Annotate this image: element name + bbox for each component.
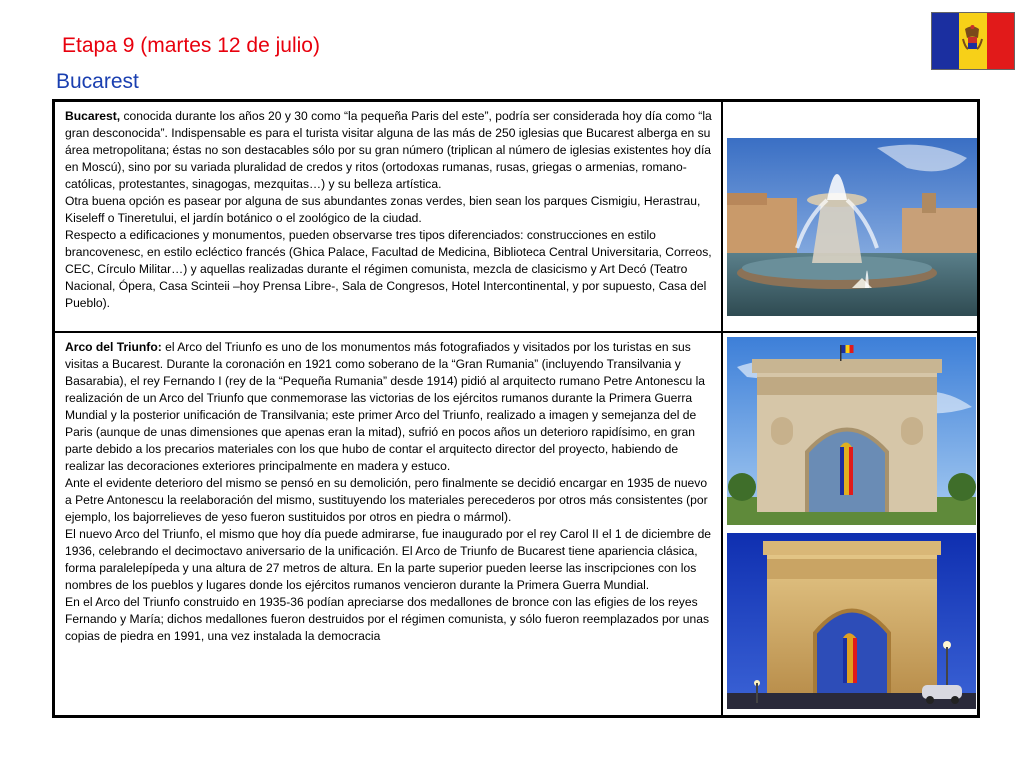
paragraph: [65, 475, 713, 526]
coat-of-arms-icon: [959, 13, 986, 69]
paragraph-text: conocida durante los años 20 y 30 como “la pequeña Paris del este”, podría ser considerada hoy día como “la gran desconocida”. Indispensable es para el turista visitar alguna de las más de 250 iglesias que Bucarest alberga en su área metropolitana; éstas no son destacables sólo por su gran número (triplican al número de iglesias existentes hoy día en Moscú), sino por su variada pluralidad de credos y ritos (ortodoxas rumanas, rusas, griegas o armenias, romano-católicas, protestantes, sinagogas, mezquitas…) y su belleza artística.: [65, 109, 712, 191]
paragraph: [65, 339, 713, 475]
paragraph-lead: Arco del Triunfo:: [65, 340, 162, 354]
paragraph: [65, 526, 713, 594]
paragraph: [65, 193, 713, 227]
paragraph-text: el Arco del Triunfo es uno de los monumentos más fotografiados y visitados por los turistas en sus visitas a Bucarest. Durante la coronación en 1921 como soberano de la “Gran Rumania” (incluyendo Transilvania y Basarabia), el rey Fernando I (rey de la “Pequeña Rumania” desde 1914) pidió al arquitecto rumano Petre Antonescu la realización de un Arco del Triunfo que conmemorase las victorias de los ejércitos rumanos durante la Primera Guerra Mundial y la posterior unificación de Transilvania; este primer Arco del Triunfo, realizado a imagen y semejanza del de Paris (aunque de unas dimensiones que apenas eran la mitad), sufrió en pocos años un deterioro rapidísimo, en gran parte debido a los precarios materiales con los que hubo de contar el arquitecto director del proyecto, habiendo de realizar las decoraciones exteriores principalmente en madera y estuco.: [65, 340, 705, 473]
flag-stripe-blue: [932, 13, 959, 69]
paragraph: [65, 108, 713, 193]
paragraph-lead: Bucarest,: [65, 109, 121, 123]
fountain-image-cell: [722, 101, 978, 332]
content-table: [52, 99, 980, 718]
bucarest-text-cell: [54, 101, 722, 332]
paragraph-text: Otra buena opción es pasear por alguna de sus abundantes zonas verdes, bien sean los parques Cismigiu, Herastrau, Kiseleff o Tineretului, el jardín botánico o el zoológico de la ciudad.: [65, 194, 701, 225]
paragraph-text: El nuevo Arco del Triunfo, el mismo que hoy día puede admirarse, fue inaugurado por el rey Carol II el 1 de diciembre de 1936, celebrando el decimoctavo aniversario de la unificación. El Arco de Triunfo de Bucarest tiene apariencia clásica, forma paralelepípeda y una altura de 27 metros de altura. En la parte superior pueden leerse las inscripciones con los nombres de los pueblos y lugares donde los ejércitos rumanos vencieron durante la Primera Guerra Mundial.: [65, 527, 712, 592]
paragraph-text: Ante el evidente deterioro del mismo se pensó en su demolición, pero finalmente se decidió encargar en 1935 de nuevo a Petre Antonescu la reelaboración del mismo, sustituyendo los materiales perecederos por otros más consistentes (por ejemplo, los bajorrelieves de yeso fueron sustituidos por otros en piedra o mármol).: [65, 476, 708, 524]
paragraph: [65, 227, 713, 312]
flag-stripe-red: [987, 13, 1014, 69]
arch-images-cell: [722, 332, 978, 716]
page-subtitle: Bucarest: [56, 70, 139, 93]
paragraph-text: En el Arco del Triunfo construido en 1935-36 podían apreciarse dos medallones de bronce con las efigies de los reyes Fernando y María; dichos medallones fueron destruidos por el régimen comunista, y sólo fueron reemplazados por unas copias de piedra en 1991, una vez instalada la democracia: [65, 595, 710, 643]
arco-triunfo-text-cell: [54, 332, 722, 716]
page-title: Etapa 9 (martes 12 de julio): [62, 34, 320, 57]
paragraph: [65, 594, 713, 645]
paragraph-text: Respecto a edificaciones y monumentos, pueden observarse tres tipos diferenciados: construcciones en estilo brancovenesc, en estilo ecléctico francés (Ghica Palace, Facultad de Medicina, Biblioteca Central Universitaria, Correos, CEC, Círculo Militar…) y aquellas realizadas durante el régimen comunista, mezcla de clasicismo y Art Decó (Teatro Nacional, Ópera, Casa Scinteii –hoy Prensa Libre-, Sala de Congresos, Hotel Intercontinental, y por supuesto, Casa del Pueblo).: [65, 228, 712, 310]
moldova-flag: [931, 12, 1015, 70]
arch-day-photo: [727, 337, 976, 525]
fountain-photo: [727, 138, 978, 316]
flag-stripe-yellow: [959, 13, 986, 69]
arch-night-photo: [727, 533, 976, 709]
